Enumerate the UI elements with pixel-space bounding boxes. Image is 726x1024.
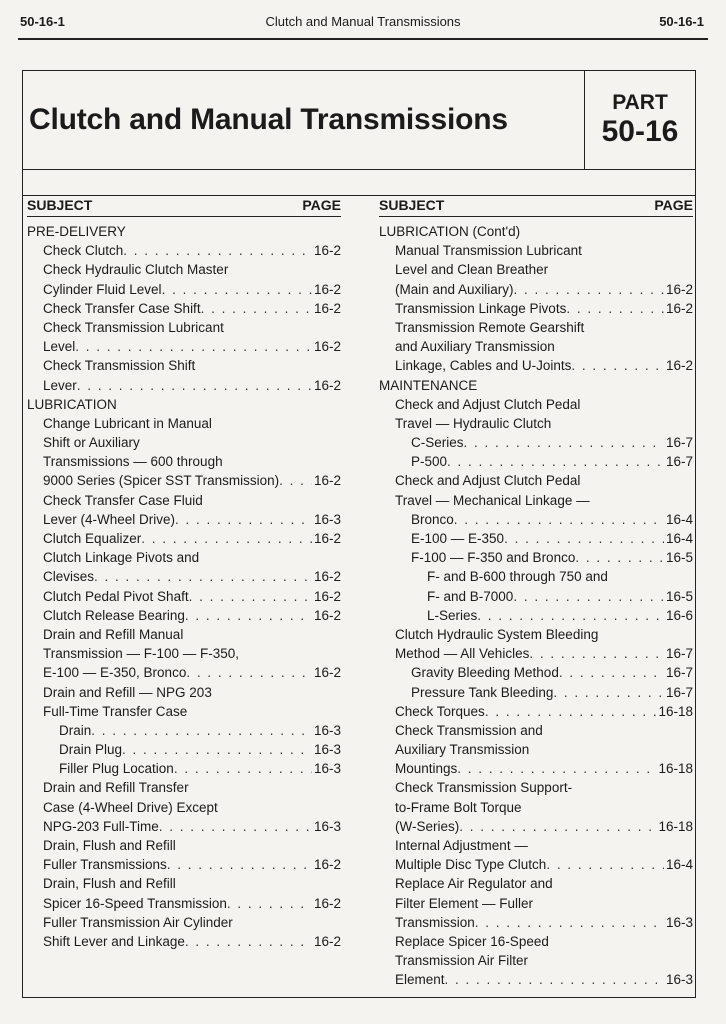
toc-entry-text: Cylinder Fluid Level (43, 281, 162, 297)
toc-entry-text: Drain and Refill Manual (43, 626, 184, 642)
toc-entry-text: Clutch Pedal Pivot Shaft (43, 588, 189, 604)
toc-entry (27, 567, 341, 586)
toc-entry-text: Spicer 16-Speed Transmission (43, 895, 227, 911)
toc-entry (379, 491, 693, 510)
toc-entry-text: Check Transmission Shift (43, 358, 196, 374)
toc-entry (379, 836, 693, 855)
dot-leader (94, 567, 312, 586)
toc-entry (27, 395, 341, 414)
toc-page-number: 16-2 (665, 358, 693, 374)
toc-entry-text: Clutch Equalizer (43, 531, 142, 546)
toc-page-number: 16-2 (313, 473, 341, 489)
dot-leader (77, 376, 312, 395)
toc-entry (27, 932, 341, 951)
toc-entry-text: F- and B-7000 (427, 588, 514, 604)
toc-entry (27, 836, 341, 855)
toc-entry-text: Auxiliary Transmission (395, 742, 530, 758)
title-area (23, 71, 585, 169)
dot-leader (513, 587, 664, 606)
toc-entry (27, 778, 341, 797)
toc-entry-text: Check and Adjust Clutch Pedal (395, 473, 581, 489)
toc-page-number: 16-18 (658, 818, 693, 834)
dot-leader (123, 241, 312, 260)
toc-entry-text: L-Series (427, 607, 478, 623)
dot-leader (529, 644, 664, 663)
toc-page-number: 16-2 (313, 300, 341, 316)
toc-entry-text: Check Clutch (43, 243, 124, 259)
toc-column-left (27, 197, 341, 951)
toc-page-number: 16-7 (665, 454, 693, 470)
toc-entry (27, 894, 341, 913)
toc-entry (27, 798, 341, 817)
toc-entry-text: Level and Clean Breather (395, 262, 549, 278)
toc-entry (379, 606, 693, 625)
dot-leader (227, 894, 312, 913)
toc-entry (27, 241, 341, 260)
toc-entry-text: Clevises (43, 569, 95, 585)
toc-entry (379, 510, 693, 529)
toc-entry (379, 932, 693, 951)
toc-entry-text: Check Transmission Lubricant (43, 319, 224, 335)
header-rule (18, 38, 708, 40)
dot-leader (575, 548, 664, 567)
toc-entry (379, 759, 693, 778)
toc-entry (379, 452, 693, 471)
toc-entry (27, 759, 341, 778)
toc-entry-text: Mountings (395, 761, 458, 777)
toc-entry-text: Clutch Release Bearing (43, 607, 185, 623)
toc-list-left (27, 222, 341, 951)
page-number-right: 50-16-1 (659, 14, 704, 29)
page-title: Clutch and Manual Transmissions (29, 103, 508, 136)
toc-entry-text: to-Frame Bolt Torque (395, 799, 522, 815)
toc-entry (27, 280, 341, 299)
toc-entry (27, 318, 341, 337)
dot-leader (201, 299, 312, 318)
toc-page-number: 16-4 (665, 857, 693, 873)
toc-entry-text: Shift or Auxiliary (43, 435, 140, 451)
dot-leader (475, 913, 664, 932)
toc-entry (27, 510, 341, 529)
toc-page-number: 16-6 (665, 607, 693, 623)
dot-leader (445, 970, 664, 989)
toc-entry-text: Bronco (411, 511, 454, 527)
toc-entry-text: LUBRICATION (Cont'd) (379, 224, 521, 239)
toc-entry-text: Fuller Transmission Air Cylinder (43, 914, 233, 930)
toc-page-number: 16-18 (658, 703, 693, 719)
toc-entry-text: Shift Lever and Linkage (43, 933, 185, 949)
dot-leader (459, 817, 656, 836)
page-heading: PAGE (654, 197, 693, 213)
contents-frame (22, 70, 696, 998)
toc-entry-text: LUBRICATION (27, 396, 117, 412)
toc-entry-text: Method — All Vehicles (395, 646, 530, 662)
toc-entry-text: Transmissions — 600 through (43, 454, 223, 470)
toc-entry (379, 529, 693, 548)
toc-entry (27, 299, 341, 318)
dot-leader (167, 855, 312, 874)
toc-entry (379, 644, 693, 663)
dot-leader (546, 855, 664, 874)
toc-entry-text: Transmission Remote Gearshift (395, 319, 585, 335)
dot-leader (485, 702, 657, 721)
toc-entry-text: Transmission Linkage Pivots (395, 300, 567, 316)
page-number-left: 50-16-1 (20, 14, 65, 29)
toc-entry (27, 683, 341, 702)
toc-entry (379, 855, 693, 874)
toc-page-number: 16-2 (313, 857, 341, 873)
toc-entry (379, 817, 693, 836)
dot-leader (559, 663, 664, 682)
toc-entry-text: Filler Plug Location (59, 761, 174, 777)
toc-page-number: 16-2 (313, 895, 341, 911)
toc-entry-text: Level (43, 339, 76, 355)
toc-entry (27, 337, 341, 356)
toc-page-number: 16-2 (313, 933, 341, 949)
toc-entry-text: Travel — Hydraulic Clutch (395, 415, 552, 431)
toc-entry (379, 951, 693, 970)
toc-entry (27, 414, 341, 433)
toc-entry (27, 260, 341, 279)
toc-entry (27, 721, 341, 740)
divider (23, 169, 695, 170)
toc-page-number: 16-7 (665, 435, 693, 451)
column-header (27, 197, 341, 217)
toc-entry-text: Transmission — F-100 — F-350, (43, 646, 240, 662)
dot-leader (553, 683, 664, 702)
toc-entry (379, 798, 693, 817)
toc-entry (379, 970, 693, 989)
toc-page-number: 16-5 (665, 550, 693, 566)
part-label: PART (612, 91, 668, 114)
running-header: Clutch and Manual Transmissions (265, 14, 461, 29)
toc-entry (379, 740, 693, 759)
toc-entry-text: PRE-DELIVERY (27, 224, 126, 239)
dot-leader (141, 529, 312, 548)
toc-entry (27, 663, 341, 682)
toc-entry (379, 376, 693, 395)
toc-entry-text: Check Transfer Case Fluid (43, 492, 203, 508)
dot-leader (122, 740, 312, 759)
toc-entry (27, 548, 341, 567)
dot-leader (175, 510, 312, 529)
toc-entry (379, 721, 693, 740)
dot-leader (457, 759, 656, 778)
toc-entry (27, 452, 341, 471)
toc-entry-text: Travel — Mechanical Linkage — (395, 492, 590, 508)
toc-entry-text: Drain, Flush and Refill (43, 876, 176, 892)
toc-entry-text: P-500 (411, 454, 448, 470)
toc-entry (379, 625, 693, 644)
dot-leader (189, 587, 312, 606)
toc-entry (27, 356, 341, 375)
dot-leader (477, 606, 664, 625)
toc-page-number: 16-7 (665, 646, 693, 662)
toc-entry (379, 318, 693, 337)
toc-entry-text: Check and Adjust Clutch Pedal (395, 396, 581, 412)
subject-heading: SUBJECT (27, 197, 93, 213)
toc-entry (27, 471, 341, 490)
divider (23, 195, 695, 196)
toc-page-number: 16-2 (313, 377, 341, 393)
dot-leader (174, 759, 312, 778)
toc-entry-text: Check Transmission Support- (395, 780, 573, 796)
toc-entry-text: Check Transmission and (395, 722, 543, 738)
toc-list-right (379, 222, 693, 990)
toc-entry-text: Element (395, 972, 445, 988)
toc-entry-text: Lever (43, 377, 77, 393)
toc-entry (27, 376, 341, 395)
toc-page-number: 16-4 (665, 531, 693, 546)
toc-entry-text: Change Lubricant in Manual (43, 415, 212, 431)
toc-entry (379, 471, 693, 490)
toc-entry (27, 817, 341, 836)
toc-page-number: 16-5 (665, 588, 693, 604)
toc-entry (379, 260, 693, 279)
toc-entry (379, 299, 693, 318)
toc-entry-text: Filter Element — Fuller (395, 895, 534, 911)
toc-entry (27, 625, 341, 644)
toc-page-number: 16-2 (313, 607, 341, 623)
toc-entry (27, 222, 341, 241)
part-box (585, 71, 695, 169)
toc-entry (379, 874, 693, 893)
toc-entry-text: F-100 — F-350 and Bronco (411, 550, 576, 566)
toc-entry (27, 606, 341, 625)
toc-entry-text: MAINTENANCE (379, 377, 478, 393)
toc-entry (27, 913, 341, 932)
toc-entry (379, 280, 693, 299)
toc-page-number: 16-2 (313, 588, 341, 604)
toc-page-number: 16-4 (665, 511, 693, 527)
toc-entry (27, 529, 341, 548)
toc-entry (379, 702, 693, 721)
toc-page-number: 16-2 (313, 281, 341, 297)
toc-entry-text: Replace Air Regulator and (395, 876, 553, 892)
toc-page-number: 16-18 (658, 761, 693, 777)
toc-entry-text: Manual Transmission Lubricant (395, 243, 582, 259)
toc-entry-text: F- and B-600 through 750 and (427, 569, 608, 585)
toc-page-number: 16-3 (313, 742, 341, 758)
toc-entry-text: Pressure Tank Bleeding (411, 684, 554, 700)
toc-entry-text: Transmission Air Filter (395, 953, 529, 969)
toc-entry (379, 222, 693, 241)
toc-entry (379, 356, 693, 375)
toc-column-right (379, 197, 693, 990)
dot-leader (454, 510, 664, 529)
toc-page-number: 16-7 (665, 665, 693, 681)
toc-page-number: 16-3 (665, 972, 693, 988)
toc-entry-text: (Main and Auxiliary) (395, 281, 514, 297)
toc-entry-text: C-Series (411, 435, 464, 451)
toc-page-number: 16-2 (313, 665, 341, 681)
toc-entry-text: Drain Plug (59, 742, 123, 758)
toc-entry-text: Linkage, Cables and U-Joints (395, 358, 572, 374)
toc-entry-text: Clutch Linkage Pivots and (43, 550, 200, 566)
dot-leader (566, 299, 664, 318)
subject-heading: SUBJECT (379, 197, 445, 213)
toc-entry (379, 663, 693, 682)
toc-entry (27, 644, 341, 663)
toc-entry (379, 567, 693, 586)
toc-entry-text: Full-Time Transfer Case (43, 703, 188, 719)
toc-entry (379, 913, 693, 932)
toc-entry-text: Drain (59, 722, 92, 738)
dot-leader (464, 433, 664, 452)
toc-entry-text: Clutch Hydraulic System Bleeding (395, 626, 599, 642)
toc-entry (379, 548, 693, 567)
toc-page-number: 16-3 (665, 914, 693, 930)
dot-leader (185, 606, 312, 625)
toc-page-number: 16-3 (313, 511, 341, 527)
toc-entry-text: Replace Spicer 16-Speed (395, 933, 549, 949)
toc-entry (27, 855, 341, 874)
toc-entry (27, 491, 341, 510)
toc-entry-text: Multiple Disc Type Clutch (395, 857, 547, 873)
toc-entry (379, 433, 693, 452)
toc-entry-text: E-100 — E-350 (411, 531, 505, 546)
toc-entry-text: Lever (4-Wheel Drive) (43, 511, 176, 527)
toc-page-number: 16-3 (313, 722, 341, 738)
part-number: 50-16 (601, 115, 679, 148)
dot-leader (159, 817, 312, 836)
toc-entry (27, 433, 341, 452)
toc-entry-text: Drain and Refill — NPG 203 (43, 684, 212, 700)
dot-leader (514, 280, 664, 299)
page-heading: PAGE (302, 197, 341, 213)
toc-entry (379, 414, 693, 433)
toc-entry-text: NPG-203 Full-Time (43, 818, 159, 834)
dot-leader (186, 663, 312, 682)
dot-leader (185, 932, 312, 951)
toc-entry-text: Drain and Refill Transfer (43, 780, 189, 796)
toc-entry (379, 778, 693, 797)
toc-entry (379, 894, 693, 913)
dot-leader (162, 280, 312, 299)
toc-entry-text: (W-Series) (395, 818, 460, 834)
toc-entry-text: 9000 Series (Spicer SST Transmission) (43, 473, 280, 489)
toc-entry (27, 740, 341, 759)
dot-leader (75, 337, 312, 356)
toc-entry-text: E-100 — E-350, Bronco (43, 665, 187, 681)
toc-entry-text: Gravity Bleeding Method (411, 665, 559, 681)
toc-entry-text: Check Torques (395, 703, 485, 719)
toc-entry-text: Case (4-Wheel Drive) Except (43, 799, 218, 815)
toc-page-number: 16-3 (313, 761, 341, 777)
toc-page-number: 16-2 (665, 281, 693, 297)
toc-page-number: 16-2 (313, 339, 341, 355)
toc-entry (379, 337, 693, 356)
toc-entry-text: Transmission (395, 914, 475, 930)
toc-entry (27, 587, 341, 606)
toc-entry (379, 241, 693, 260)
column-header (379, 197, 693, 217)
toc-page-number: 16-2 (313, 569, 341, 585)
dot-leader (447, 452, 664, 471)
toc-entry-text: Check Transfer Case Shift (43, 300, 201, 316)
toc-entry (27, 702, 341, 721)
toc-entry-text: and Auxiliary Transmission (395, 339, 555, 355)
toc-page-number: 16-7 (665, 684, 693, 700)
toc-page-number: 16-3 (313, 818, 341, 834)
toc-page-number: 16-2 (313, 531, 341, 546)
toc-entry-text: Check Hydraulic Clutch Master (43, 262, 229, 278)
toc-entry-text: Fuller Transmissions (43, 857, 167, 873)
toc-entry (27, 874, 341, 893)
toc-entry-text: Drain, Flush and Refill (43, 838, 176, 853)
toc-entry (379, 683, 693, 702)
toc-entry-text: Internal Adjustment — (395, 838, 528, 853)
dot-leader (279, 471, 312, 490)
dot-leader (91, 721, 312, 740)
toc-page-number: 16-2 (313, 243, 341, 259)
dot-leader (571, 356, 664, 375)
toc-entry (379, 587, 693, 606)
dot-leader (504, 529, 664, 548)
toc-entry (379, 395, 693, 414)
toc-page-number: 16-2 (665, 300, 693, 316)
